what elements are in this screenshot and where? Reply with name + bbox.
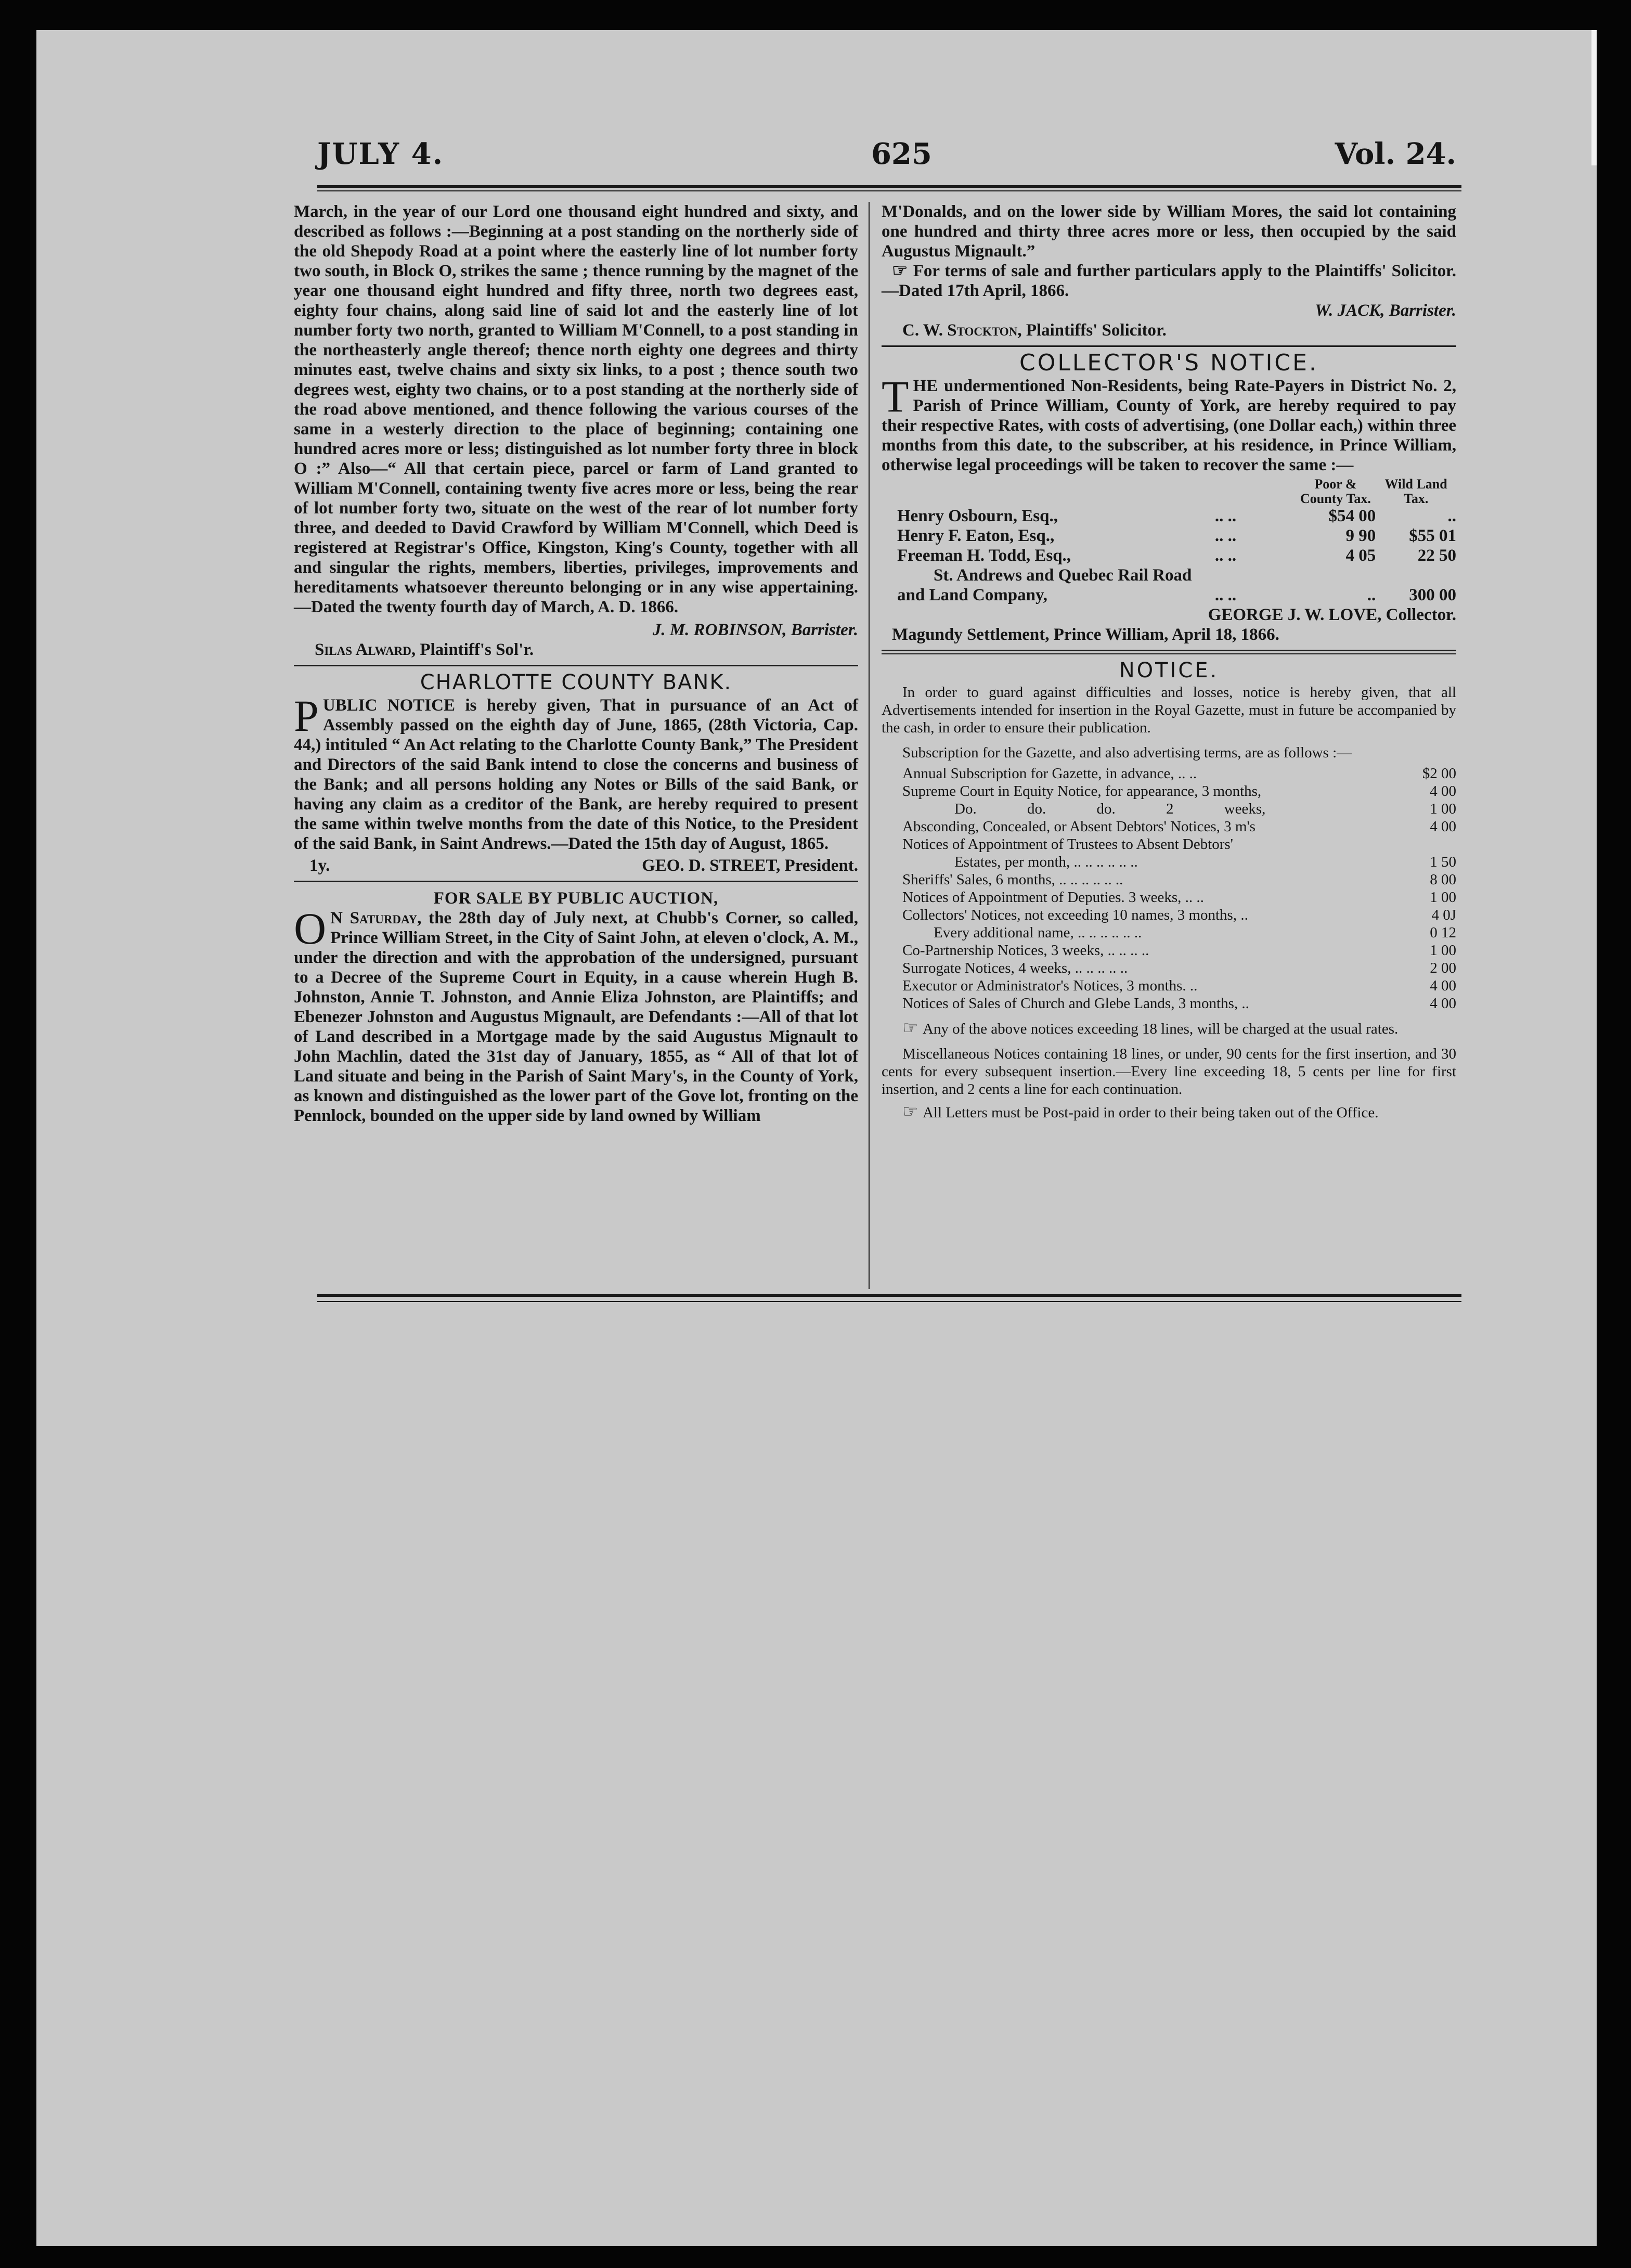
bank-notice-title: CHARLOTTE COUNTY BANK. bbox=[420, 671, 732, 694]
fee-amount: 1 00 bbox=[1430, 889, 1456, 906]
land-description: March, in the year of our Lord one thousand eight hundred and sixty, and described as follows :—Beginning at a post standing on the northerly side of the old Shepody Road at a point where the easterly line of lot number forty two south, in Block O, strikes the same ; thence running by the magnet of the year one thousand eight hundred and fifty three, north two degrees east, eighty four chains, along said line of said lot and the easterly line of lot number forty two north, granted to William M'Connell, to a post standing in the northeasterly angle thereof; thence north eighty one degrees and thirty minutes east, twelve chains and sixty six links, to a post ; thence south two degrees west, eighty two chains, or to a post standing at the northerly side of the road above mentioned, and thence following the various courses of the same in a westerly direction to the place of beginning; containing one hundred acres more or less; distinguished as lot number forty three in block O :” Also—“ All that certain piece, parcel or farm of Land granted to William M'Connell, containing twenty five acres more or less, being the rear of lot number forty two, situate on the west of the rear of lot number forty three, and deeded to David Crawford by William M'Connell, which Deed is registered at Registrar's Office, Kingston, King's County, together with all and singular the rights, members, liberties, privileges, improvements and hereditaments whatsoever thereunto belonging or in any wise appertaining.—Dated the twenty fourth day of March, A. D. 1866. bbox=[294, 202, 858, 616]
rate-poor bbox=[1296, 565, 1376, 585]
pointing-hand-icon: ☞ bbox=[902, 1102, 923, 1122]
rate-poor: $54 00 bbox=[1328, 507, 1376, 525]
bank-notice-text: UBLIC NOTICE is hereby given, That in pursuance of an Act of Assembly passed on the eighth day of June, 1865, (28th Victoria, Cap. 44,) intituled “ An Act relating to the Charlotte County Bank,” The President and Directors of the said Bank intend to close the concerns and business of the Bank; and all persons holding any Notes or Bills of the said Bank, or having any claim as a creditor of the Bank, are hereby required to present the same within twelve months from the date of this Notice, to the President of the said Bank, in Saint Andrews.—Dated the 15th day of August, 1865. bbox=[294, 696, 858, 853]
table-row bbox=[882, 818, 1456, 835]
barrister-signature: J. M. ROBINSON, Barrister. bbox=[652, 621, 858, 639]
fee-amount: 2 00 bbox=[1430, 960, 1456, 976]
collector-notice-title: COLLECTOR'S NOTICE. bbox=[1019, 350, 1318, 376]
left-column bbox=[294, 202, 858, 1126]
fee-amount: 4 00 bbox=[1430, 995, 1456, 1012]
bank-notice-footer bbox=[294, 856, 858, 875]
auction-body bbox=[294, 904, 858, 1126]
over-lines-note bbox=[882, 1020, 1456, 1038]
col-header-wild: Wild Land Tax. bbox=[1384, 476, 1447, 506]
fee-amount: 0 12 bbox=[1430, 924, 1456, 941]
page-number: 625 bbox=[871, 137, 932, 171]
table-row bbox=[882, 942, 1456, 959]
scan-edge-mark bbox=[1591, 30, 1597, 165]
fee-amount: 4 00 bbox=[1430, 783, 1456, 800]
solicitor-suffix-right: , Plaintiffs' Solicitor. bbox=[1017, 321, 1167, 340]
collector-signature: GEORGE J. W. LOVE, Collector. bbox=[1208, 605, 1456, 624]
barrister-signature-right: W. JACK, Barrister. bbox=[1315, 301, 1456, 320]
fee-amount: 1 00 bbox=[1430, 801, 1456, 817]
table-row bbox=[882, 800, 1456, 818]
notice-title: NOTICE. bbox=[1119, 659, 1219, 682]
fee-item: Annual Subscription for Gazette, in advance, .. .. bbox=[902, 765, 1197, 782]
bank-notice-term: 1y. bbox=[309, 856, 330, 875]
fee-amount: $2 00 bbox=[1422, 765, 1456, 782]
auction-title: FOR SALE BY PUBLIC AUCTION, bbox=[433, 889, 719, 908]
section-divider-double bbox=[882, 650, 1456, 654]
rate-dots: .. .. bbox=[1214, 526, 1237, 545]
volume-number: Vol. 24. bbox=[1335, 137, 1456, 171]
solicitor-signature-right bbox=[882, 320, 1456, 340]
fee-item: Surrogate Notices, 4 weeks, .. .. .. .. .. bbox=[902, 960, 1128, 976]
table-row bbox=[882, 506, 1456, 526]
bank-notice-signature: GEO. D. STREET, President. bbox=[642, 856, 858, 875]
fee-amount: 4 00 bbox=[1430, 818, 1456, 835]
collector-rates-table bbox=[882, 477, 1456, 605]
rate-poor: 9 90 bbox=[1345, 526, 1376, 545]
rate-name: St. Andrews and Quebec Rail Road bbox=[934, 566, 1192, 585]
table-row bbox=[882, 546, 1456, 565]
notice-intro: In order to guard against difficulties and losses, notice is hereby given, that all Advertisements intended for insertion in the Royal Gazette, must in future be accompanied by the cash, in order to ensure their publication. bbox=[882, 684, 1456, 736]
terms-note bbox=[882, 261, 1456, 301]
fee-item: Estates, per month, .. .. .. .. .. .. bbox=[954, 854, 1138, 870]
fee-item: Notices of Appointment of Deputies. 3 weeks, .. .. bbox=[902, 889, 1204, 906]
rate-name: Henry F. Eaton, Esq., bbox=[897, 526, 1055, 545]
table-row bbox=[882, 871, 1456, 888]
table-row bbox=[882, 906, 1456, 924]
fee-amount: 1 00 bbox=[1430, 942, 1456, 959]
letters-note bbox=[882, 1103, 1456, 1122]
fee-amount: 4 0J bbox=[1431, 907, 1456, 923]
rate-wild: .. bbox=[1447, 507, 1456, 525]
issue-date: JULY 4. bbox=[317, 137, 444, 171]
collector-notice-body bbox=[882, 371, 1456, 475]
column-divider bbox=[869, 202, 870, 1289]
fee-table bbox=[882, 765, 1456, 1012]
rate-wild bbox=[1376, 565, 1456, 585]
fee-amount: 8 00 bbox=[1430, 871, 1456, 888]
bank-notice-body bbox=[294, 691, 858, 854]
table-row bbox=[882, 995, 1456, 1012]
header-rule-thin bbox=[317, 190, 1461, 191]
section-divider bbox=[882, 345, 1456, 347]
over-lines-note-text: Any of the above notices exceeding 18 lines, will be charged at the usual rates. bbox=[922, 1021, 1399, 1037]
terms-note-text: For terms of sale and further particulars apply to the Plaintiffs' Solicitor.—Dated 17th April, 1866. bbox=[882, 262, 1456, 300]
table-row bbox=[882, 959, 1456, 977]
rate-name: and Land Company, bbox=[897, 586, 1047, 604]
table-row bbox=[882, 835, 1456, 853]
right-column bbox=[882, 202, 1456, 1122]
bank-notice-dropcap: P bbox=[294, 691, 319, 741]
solicitor-name: Silas Alward bbox=[315, 640, 411, 659]
table-row bbox=[882, 782, 1456, 800]
section-divider bbox=[294, 665, 858, 666]
rate-poor: .. bbox=[1367, 586, 1376, 604]
fee-item: Collectors' Notices, not exceeding 10 names, 3 months, .. bbox=[902, 907, 1248, 923]
header-rule bbox=[317, 185, 1461, 188]
col-header-poor: Poor & County Tax. bbox=[1300, 476, 1371, 506]
solicitor-suffix: , Plaintiff's Sol'r. bbox=[411, 640, 534, 659]
auction-text: , the 28th day of July next, at Chubb's Corner, so called, Prince William Street, in the City of Saint John, at eleven o'clock, A. M., under the direction and with the approbation of the undersigned, pursuant to a Decree of the Supreme Court in Equity, in a cause wherein Hugh B. Johnston, Annie T. Johnston, and Annie Eliza Johnston, are Plaintiffs; and Ebenezer Johnston and Augustus Mignault, are Defendants :—All of that lot of Land described in a Mortgage made by the said Augustus Mignault to John Machlin, dated the 31st day of January, 1855, as “ All of that lot of Land situate and being in the Parish of Saint Mary's, in the County of York, as known and distinguished as the lower part of the Gove lot, fronting on the Pennlock, bounded on the upper side by land owned by William bbox=[294, 909, 858, 1125]
collector-place-date: Magundy Settlement, Prince William, April 18, 1866. bbox=[892, 625, 1279, 644]
auction-continued: M'Donalds, and on the lower side by William Mores, the said lot containing one hundred and thirty three acres more or less, then occupied by the said Augustus Mignault.” bbox=[882, 202, 1456, 261]
table-header-row bbox=[882, 477, 1456, 506]
rate-name: Freeman H. Todd, Esq., bbox=[897, 546, 1071, 565]
collector-notice-text: HE undermentioned Non-Residents, being Rate-Payers in District No. 2, Parish of Prince William, County of York, are hereby required to pay their respective Rates, with costs of advertising, (one Dollar each,) within three months from this date, to the subscriber, at his residence, in Prince William, otherwise legal proceedings will be taken to recover the same :— bbox=[882, 377, 1456, 474]
fee-item: Supreme Court in Equity Notice, for appearance, 3 months, bbox=[902, 783, 1262, 800]
table-row bbox=[882, 853, 1456, 871]
rate-dots: .. .. bbox=[1214, 507, 1237, 525]
pointing-hand-icon: ☞ bbox=[892, 261, 913, 280]
rate-wild: 22 50 bbox=[1417, 546, 1456, 565]
rate-name: Henry Osbourn, Esq., bbox=[897, 507, 1058, 525]
table-row bbox=[882, 526, 1456, 546]
letters-note-text: All Letters must be Post-paid in order to their being taken out of the Office. bbox=[922, 1104, 1379, 1121]
fee-item: Executor or Administrator's Notices, 3 months. .. bbox=[902, 977, 1198, 994]
fee-item: Sheriffs' Sales, 6 months, .. .. .. .. .. .. bbox=[902, 871, 1123, 888]
table-row bbox=[882, 585, 1456, 605]
auction-dropcap: O bbox=[294, 904, 327, 953]
fee-amount bbox=[1409, 835, 1456, 853]
gazette-page bbox=[36, 30, 1597, 2246]
rate-wild: $55 01 bbox=[1409, 526, 1456, 545]
misc-note: Miscellaneous Notices containing 18 lines, or under, 90 cents for the first insertion, and 30 cents for every subsequent insertion.—Every line exceeding 18, 5 cents per line for first insertion, and 2 cents a line for each continuation. bbox=[882, 1046, 1456, 1098]
fee-item: Do. do. do. 2 weeks, bbox=[954, 801, 1266, 817]
page-header bbox=[317, 116, 1456, 173]
table-row bbox=[882, 765, 1456, 782]
notice-subscription-intro: Subscription for the Gazette, and also advertising terms, are as follows :— bbox=[902, 744, 1352, 761]
table-row bbox=[882, 888, 1456, 906]
fee-item: Every additional name, .. .. .. .. .. .. bbox=[934, 924, 1142, 941]
rate-poor: 4 05 bbox=[1345, 546, 1376, 565]
auction-lead: N Saturday bbox=[330, 909, 418, 927]
pointing-hand-icon: ☞ bbox=[902, 1019, 923, 1038]
fee-item: Notices of Sales of Church and Glebe Lands, 3 months, .. bbox=[902, 995, 1249, 1012]
footer-rule bbox=[317, 1294, 1461, 1297]
fee-amount: 4 00 bbox=[1430, 977, 1456, 994]
rate-wild: 300 00 bbox=[1409, 586, 1456, 604]
table-row bbox=[882, 565, 1456, 585]
rate-dots: .. .. bbox=[1214, 546, 1237, 565]
table-row bbox=[882, 977, 1456, 995]
rate-dots: .. .. bbox=[1214, 586, 1237, 604]
section-divider bbox=[294, 881, 858, 882]
collector-notice-dropcap: T bbox=[882, 371, 909, 421]
fee-item: Absconding, Concealed, or Absent Debtors' Notices, 3 m's bbox=[902, 818, 1255, 835]
solicitor-signature bbox=[294, 640, 858, 660]
fee-amount: 1 50 bbox=[1430, 854, 1456, 870]
table-row bbox=[882, 924, 1456, 942]
fee-item: Co-Partnership Notices, 3 weeks, .. .. .. .. bbox=[902, 942, 1149, 959]
solicitor-name-right: C. W. Stockton bbox=[902, 321, 1018, 340]
fee-item: Notices of Appointment of Trustees to Absent Debtors' bbox=[902, 836, 1233, 853]
footer-rule-thin bbox=[317, 1301, 1461, 1302]
